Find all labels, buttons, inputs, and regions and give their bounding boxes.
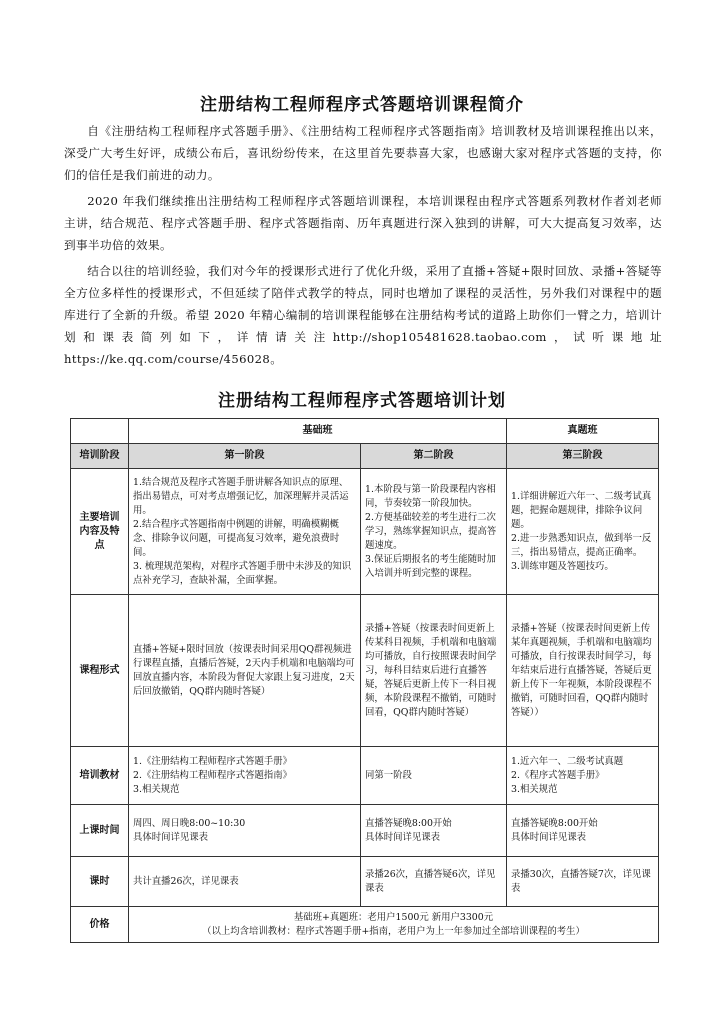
content-row-label: 主要培训内容及特点	[71, 469, 129, 595]
format-stage-2: 录播+答疑（按课表时间更新上传某科目视频，手机端和电脑端均可播放，自行按照课表时间学习，每科目结束后进行直播答疑，答疑后更新上传下一科目视频，本阶段课程不撤销，可随时回看，QQ群内随时答疑）	[361, 595, 507, 747]
content-stage-1-item: 3. 梳理规范架构，对程序式答题手册中未涉及的知识点补充学习，查缺补漏，全面掌握。	[133, 560, 352, 586]
time-stage-2-line: 具体时间详见课表	[365, 831, 441, 843]
format-row-label: 课程形式	[71, 595, 129, 747]
content-stage-2-item: 1.本阶段与第一阶段课程内容相同，节奏较第一阶段加快。	[365, 483, 496, 509]
content-stage-1-item: 2.结合程序式答题指南中例题的讲解，明确模糊概念、排除争议问题，可提高复习效率，避免浪费时间。	[133, 518, 340, 558]
stage-2-header: 第二阶段	[361, 444, 507, 469]
materials-stage-1-item: 3.相关规范	[133, 783, 180, 795]
hours-stage-1: 共计直播26次，详见课表	[129, 857, 361, 907]
format-stage-1: 直播+答疑+限时回放（按课表时间采用QQ群视频进行课程直播，直播后答疑，2天内手机端和电脑端均可回放直播内容，本阶段为督促大家跟上复习进度，2天后回放撤销，QQ群内随时答疑）	[129, 595, 361, 747]
time-row-label: 上课时间	[71, 805, 129, 857]
price-line-2: （以上均含培训教材：程序式答题手册+指南，老用户为上一年参加过全部培训课程的考生）	[202, 925, 585, 937]
time-stage-2-line: 直播答疑晚8:00开始	[365, 817, 452, 829]
materials-stage-2: 同第一阶段	[361, 747, 507, 805]
intro-paragraph-2: 2020 年我们继续推出注册结构工程师程序式答题培训课程，本培训课程由程序式答题系列教材作者刘老师主讲，结合规范、程序式答题手册、程序式答题指南、历年真题进行深入独到的讲解，可大大提高复习效率，达到事半功倍的效果。	[64, 194, 662, 252]
content-stage-2-item: 2.方便基础较差的考生进行二次学习，熟练掌握知识点，提高答题速度。	[365, 511, 497, 551]
time-stage-2	[361, 805, 507, 857]
intro-paragraph-1: 自《注册结构工程师程序式答题手册》、《注册结构工程师程序式答题指南》培训教材及培训课程推出以来，深受广大考生好评，成绩公布后，喜讯纷纷传来，在这里首先要恭喜大家，也感谢大家对程序式答题的支持，你们的信任是我们前进的动力。	[64, 124, 662, 182]
content-stage-3-item: 3.训练审题及答题技巧。	[511, 560, 614, 572]
materials-stage-1-item: 2.《注册结构工程师程序式答题指南》	[133, 769, 292, 781]
hours-row-label: 课时	[71, 857, 129, 907]
training-plan-table	[70, 418, 659, 943]
materials-stage-3-item: 1.近六年一、二级考试真题	[511, 755, 624, 767]
materials-stage-3-item: 2.《程序式答题手册》	[511, 769, 605, 781]
intro-section	[64, 120, 662, 374]
content-stage-1-item: 1.结合规范及程序式答题手册讲解各知识点的原理、指出易错点，可对考点增强记忆，加深理解并灵活运用。	[133, 476, 349, 516]
time-stage-3-line: 具体时间详见课表	[511, 831, 587, 843]
time-stage-1-line: 具体时间详见课表	[133, 831, 209, 843]
materials-row-label: 培训教材	[71, 747, 129, 805]
plan-title: 注册结构工程师程序式答题培训计划	[218, 391, 506, 411]
stage-3-header: 第三阶段	[507, 444, 659, 469]
hours-stage-2: 录播26次，直播答疑6次，详见课表	[361, 857, 507, 907]
content-stage-3	[507, 469, 659, 595]
format-stage-3: 录播+答疑（按课表时间更新上传某年真题视频，手机端和电脑端均可播放，自行按课表时间学习，每年结束后进行直播答疑，答疑后更新上传下一年视频，本阶段课程不撤销，可随时回看，QQ群内随时答疑））	[507, 595, 659, 747]
stage-label: 培训阶段	[71, 444, 129, 469]
time-stage-3-line: 直播答疑晚8:00开始	[511, 817, 598, 829]
intro-paragraph-3: 结合以往的培训经验，我们对今年的授课形式进行了优化升级，采用了直播+答疑+限时回放、录播+答疑等全方位多样性的授课形式，不但延续了陪伴式教学的特点，同时也增加了课程的灵活性，另外我们对课程中的题库进行了全新的升级。希望 2020 年精心编制的培训课程能够在注册结构考试的道路上助你们一臂之力，培训计划和课表简列如下，详情请关注http://shop105481628.taobao.com，试听课地址 https://ke.qq.com/course/456028。	[64, 264, 662, 366]
time-stage-3	[507, 805, 659, 857]
materials-stage-1	[129, 747, 361, 805]
price-row-label: 价格	[71, 907, 129, 943]
hours-stage-3: 录播30次，直播答疑7次，详见课表	[507, 857, 659, 907]
content-stage-2	[361, 469, 507, 595]
content-stage-1	[129, 469, 361, 595]
group-real-header: 真题班	[507, 419, 659, 444]
time-stage-1	[129, 805, 361, 857]
group-basic-header: 基础班	[129, 419, 507, 444]
materials-stage-3-item: 3.相关规范	[511, 783, 558, 795]
content-stage-3-item: 2.进一步熟悉知识点，做到举一反三，指出易错点，提高正确率。	[511, 532, 652, 558]
content-stage-3-item: 1.详细讲解近六年一、二级考试真题，把握命题规律，排除争议问题。	[511, 490, 652, 530]
materials-stage-1-item: 1.《注册结构工程师程序式答题手册》	[133, 755, 292, 767]
page-title: 注册结构工程师程序式答题培训课程简介	[200, 95, 524, 115]
content-stage-2-item: 3.保证后期报名的考生能随时加入培训并听到完整的课程。	[365, 553, 496, 579]
price-cell	[129, 907, 659, 943]
price-line-1: 基础班+真题班：老用户1500元 新用户3300元	[293, 911, 494, 923]
time-stage-1-line: 周四、周日晚8:00~10:30	[133, 817, 246, 829]
stage-1-header: 第一阶段	[129, 444, 361, 469]
materials-stage-3	[507, 747, 659, 805]
corner-cell	[71, 419, 129, 444]
